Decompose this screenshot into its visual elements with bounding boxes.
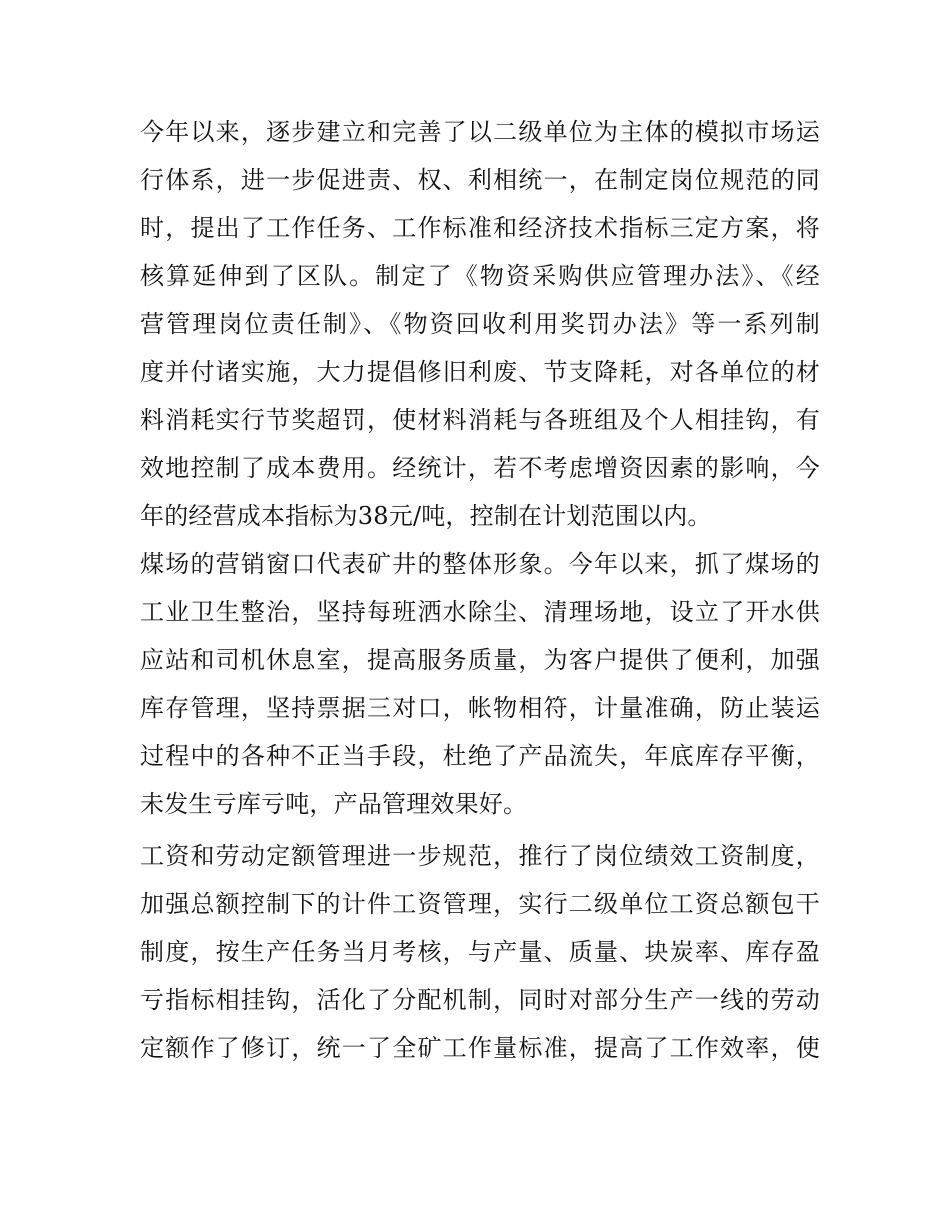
text-line: 定额作了修订，统一了全矿工作量标准，提高了工作效率，使: [140, 1034, 820, 1062]
document-body: [140, 108, 820, 1072]
text-line: 工业卫生整治，坚持每班洒水除尘、清理场地，设立了开水供: [140, 598, 820, 626]
text-line: 过程中的各种不正当手段，杜绝了产品流失，年底库存平衡，: [140, 742, 820, 770]
paragraph: [140, 540, 820, 828]
text-line: 核算延伸到了区队。制定了《物资采购供应管理办法》、《经: [140, 262, 820, 290]
text-line: 加强总额控制下的计件工资管理，实行二级单位工资总额包干: [140, 890, 820, 918]
text-line: 煤场的营销窗口代表矿井的整体形象。今年以来，抓了煤场的: [140, 550, 820, 578]
text-line: 亏指标相挂钩，活化了分配机制，同时对部分生产一线的劳动: [140, 986, 820, 1014]
paragraph: [140, 832, 820, 1072]
text-line: 年的经营成本指标为38元/吨，控制在计划范围以内。: [140, 502, 712, 530]
text-line: 时，提出了工作任务、工作标准和经济技术指标三定方案，将: [140, 214, 820, 242]
text-line: 今年以来，逐步建立和完善了以二级单位为主体的模拟市场运: [140, 118, 820, 146]
text-line: 度并付诸实施，大力提倡修旧利废、节支降耗，对各单位的材: [140, 358, 820, 386]
text-line: 行体系，进一步促进责、权、利相统一，在制定岗位规范的同: [140, 166, 820, 194]
text-line: 工资和劳动定额管理进一步规范，推行了岗位绩效工资制度，: [140, 842, 820, 870]
text-line: 料消耗实行节奖超罚，使材料消耗与各班组及个人相挂钩，有: [140, 406, 820, 434]
paragraph: [140, 108, 820, 540]
text-line: 效地控制了成本费用。经统计，若不考虑增资因素的影响，今: [140, 454, 820, 482]
text-line: 营管理岗位责任制》、《物资回收利用奖罚办法》等一系列制: [140, 310, 820, 338]
text-line: 应站和司机休息室，提高服务质量，为客户提供了便利，加强: [140, 646, 820, 674]
text-line: 库存管理，坚持票据三对口，帐物相符，计量准确，防止装运: [140, 694, 820, 722]
text-line: 制度，按生产任务当月考核，与产量、质量、块炭率、库存盈: [140, 938, 820, 966]
text-line: 未发生亏库亏吨，产品管理效果好。: [140, 790, 528, 818]
